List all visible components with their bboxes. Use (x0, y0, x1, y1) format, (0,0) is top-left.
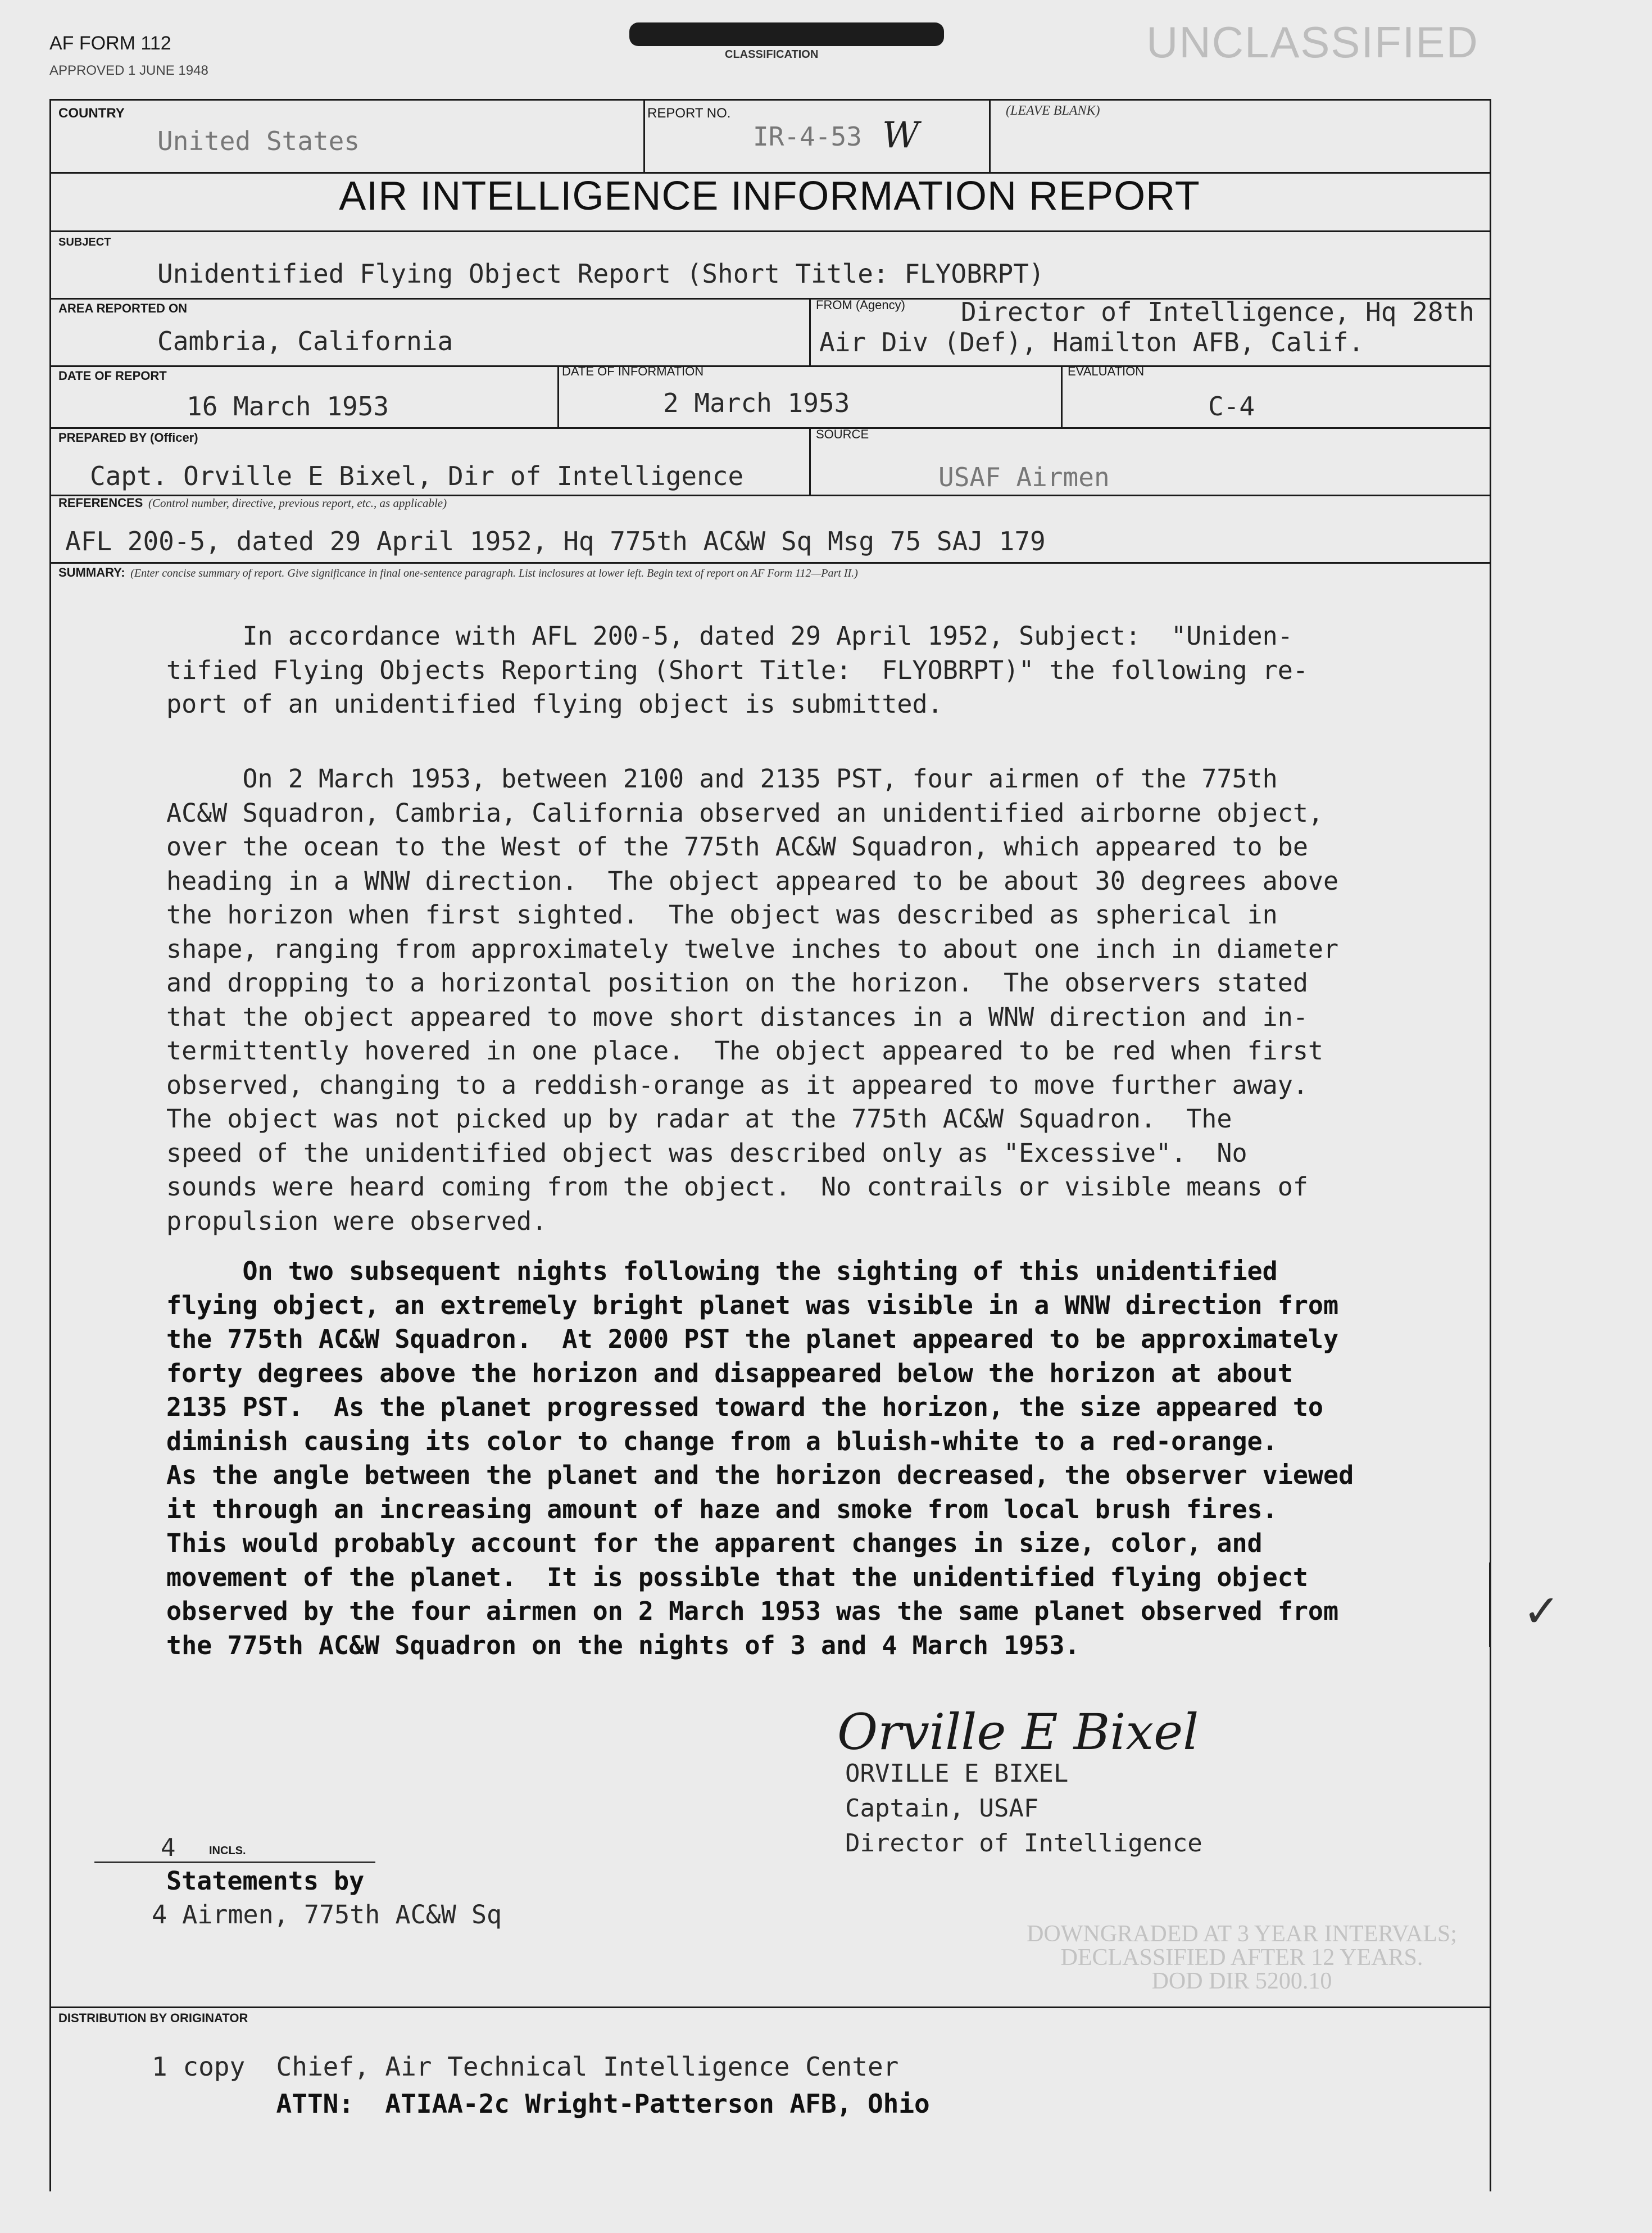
approved-date: APPROVED 1 JUNE 1948 (49, 63, 208, 78)
paragraph-2 (166, 762, 1338, 1238)
body-line: the 775th AC&W Squadron. At 2000 PST the planet appeared to be approximately (166, 1324, 1339, 1354)
body-line: termittently hovered in one place. The object appeared to be red when first (166, 1036, 1324, 1066)
summary-note: (Enter concise summary of report. Give significance in final one-sentence paragraph. List inclosures at lower left. Begin text of report on AF Form 112—Part II.) (130, 567, 858, 579)
references-value: AFL 200-5, dated 29 April 1952, Hq 775th AC&W Sq Msg 75 SAJ 179 (65, 526, 1046, 556)
body-line: propulsion were observed. (166, 1206, 547, 1236)
evaluation-value: C-4 (1208, 391, 1255, 422)
form-name: AF FORM 112 (49, 33, 171, 54)
body-line: port of an unidentified flying object is submitted. (166, 689, 943, 719)
references-label: REFERENCES (58, 496, 143, 510)
report-no-label: REPORT NO. (647, 106, 731, 121)
report-no-value: IR-4-53 (753, 121, 862, 152)
distribution-line1: 1 copy Chief, Air Technical Intelligence Center (152, 2051, 899, 2082)
leave-blank-label: (LEAVE BLANK) (1006, 103, 1100, 118)
from-label: FROM (Agency) (816, 298, 905, 312)
signature-script: Orville E Bixel (837, 1703, 1199, 1761)
body-line: that the object appeared to move short distances in a WNW direction and in- (166, 1002, 1308, 1032)
body-line: the 775th AC&W Squadron on the nights of 3 and 4 March 1953. (166, 1630, 1080, 1660)
body-line: the horizon when first sighted. The object was described as spherical in (166, 900, 1278, 930)
downgrade-line2: DECLASSIFIED AFTER 12 YEARS. (1060, 1945, 1423, 1971)
body-line: it through an increasing amount of haze and smoke from local brush fires. (166, 1494, 1278, 1524)
body-line: heading in a WNW direction. The object appeared to be about 30 degrees above (166, 866, 1339, 896)
signature-title: Director of Intelligence (845, 1829, 1202, 1858)
prepared-by-value: Capt. Orville E Bixel, Dir of Intelligence (90, 461, 744, 491)
body-line: forty degrees above the horizon and disappeared below the horizon at about (166, 1358, 1293, 1388)
body-line: On two subsequent nights following the sighting of this unidentified (166, 1256, 1278, 1286)
report-no-handwritten: W (882, 115, 919, 156)
country-label: COUNTRY (58, 106, 125, 121)
body-line: observed by the four airmen on 2 March 1953 was the same planet observed from (166, 1596, 1339, 1626)
body-line: This would probably account for the apparent changes in size, color, and (166, 1528, 1263, 1558)
body-line: and dropping to a horizontal position on the horizon. The observers stated (166, 968, 1308, 998)
signature-rank: Captain, USAF (845, 1794, 1039, 1823)
body-line: The object was not picked up by radar at the 775th AC&W Squadron. The (166, 1104, 1232, 1134)
inclosure-line2: 4 Airmen, 775th AC&W Sq (152, 1900, 502, 1929)
references-header (58, 496, 447, 510)
distribution-label: DISTRIBUTION BY ORIGINATOR (58, 2011, 248, 2025)
downgrade-stamp (933, 1922, 1551, 1993)
body-line: shape, ranging from approximately twelve inches to about one inch in diameter (166, 934, 1339, 964)
date-of-report-value: 16 March 1953 (187, 391, 389, 422)
country-value: United States (157, 126, 360, 156)
margin-bar (1489, 1562, 1491, 1647)
references-note: (Control number, directive, previous report, etc., as applicable) (148, 496, 447, 510)
paragraph-1 (166, 619, 1308, 722)
date-of-info-label: DATE OF INFORMATION (562, 364, 704, 378)
from-value-2: Air Div (Def), Hamilton AFB, Calif. (819, 327, 1364, 357)
inclosure-line1: Statements by (166, 1866, 365, 1896)
body-line: flying object, an extremely bright planet was visible in a WNW direction from (166, 1290, 1339, 1320)
check-mark-icon: ✓ (1523, 1585, 1561, 1637)
body-line: As the angle between the planet and the horizon decreased, the observer viewed (166, 1460, 1354, 1490)
area-label: AREA REPORTED ON (58, 301, 187, 315)
body-line: In accordance with AFL 200-5, dated 29 April 1952, Subject: "Uniden- (166, 621, 1293, 651)
body-line: AC&W Squadron, Cambria, California observed an unidentified airborne object, (166, 798, 1324, 828)
summary-header (58, 565, 858, 580)
date-of-report-label: DATE OF REPORT (58, 369, 167, 383)
from-value-1: Director of Intelligence, Hq 28th (961, 297, 1474, 327)
inclosure-count: 4 (161, 1833, 176, 1862)
date-of-info-value: 2 March 1953 (663, 388, 850, 418)
body-line: observed, changing to a reddish-orange as it appeared to move further away. (166, 1070, 1308, 1100)
redaction-bar (629, 22, 944, 46)
inclosure-line (94, 1861, 375, 1863)
downgrade-line1: DOWNGRADED AT 3 YEAR INTERVALS; (1027, 1921, 1457, 1947)
subject-label: SUBJECT (58, 236, 111, 248)
source-value: USAF Airmen (938, 462, 1110, 492)
area-value: Cambria, California (157, 326, 453, 356)
body-line: On 2 March 1953, between 2100 and 2135 PST, four airmen of the 775th (166, 764, 1278, 794)
prepared-by-label: PREPARED BY (Officer) (58, 431, 198, 445)
body-line: diminish causing its color to change from a bluish-white to a red-orange. (166, 1426, 1278, 1456)
paragraph-3 (166, 1254, 1354, 1663)
unclassified-stamp: UNCLASSIFIED (1146, 17, 1479, 67)
report-title: AIR INTELLIGENCE INFORMATION REPORT (339, 174, 1200, 219)
downgrade-line3: DOD DIR 5200.10 (1151, 1968, 1332, 1994)
evaluation-label: EVALUATION (1068, 364, 1145, 378)
source-label: SOURCE (816, 427, 869, 441)
body-line: movement of the planet. It is possible that the unidentified flying object (166, 1562, 1308, 1592)
inclosure-label: INCLS. (209, 1845, 246, 1857)
body-line: tified Flying Objects Reporting (Short Title: FLYOBRPT)" the following re- (166, 655, 1308, 685)
body-line: sounds were heard coming from the object. No contrails or visible means of (166, 1172, 1308, 1202)
subject-value: Unidentified Flying Object Report (Short Title: FLYOBRPT) (157, 259, 1045, 289)
body-line: speed of the unidentified object was described only as "Excessive". No (166, 1138, 1247, 1168)
summary-label: SUMMARY: (58, 565, 125, 579)
signature-name: ORVILLE E BIXEL (845, 1759, 1069, 1788)
distribution-line2: ATTN: ATIAA-2c Wright-Patterson AFB, Ohio (152, 2089, 930, 2119)
classification-label: CLASSIFICATION (725, 48, 819, 61)
body-line: 2135 PST. As the planet progressed toward the horizon, the size appeared to (166, 1392, 1324, 1422)
body-line: over the ocean to the West of the 775th AC&W Squadron, which appeared to be (166, 832, 1308, 862)
